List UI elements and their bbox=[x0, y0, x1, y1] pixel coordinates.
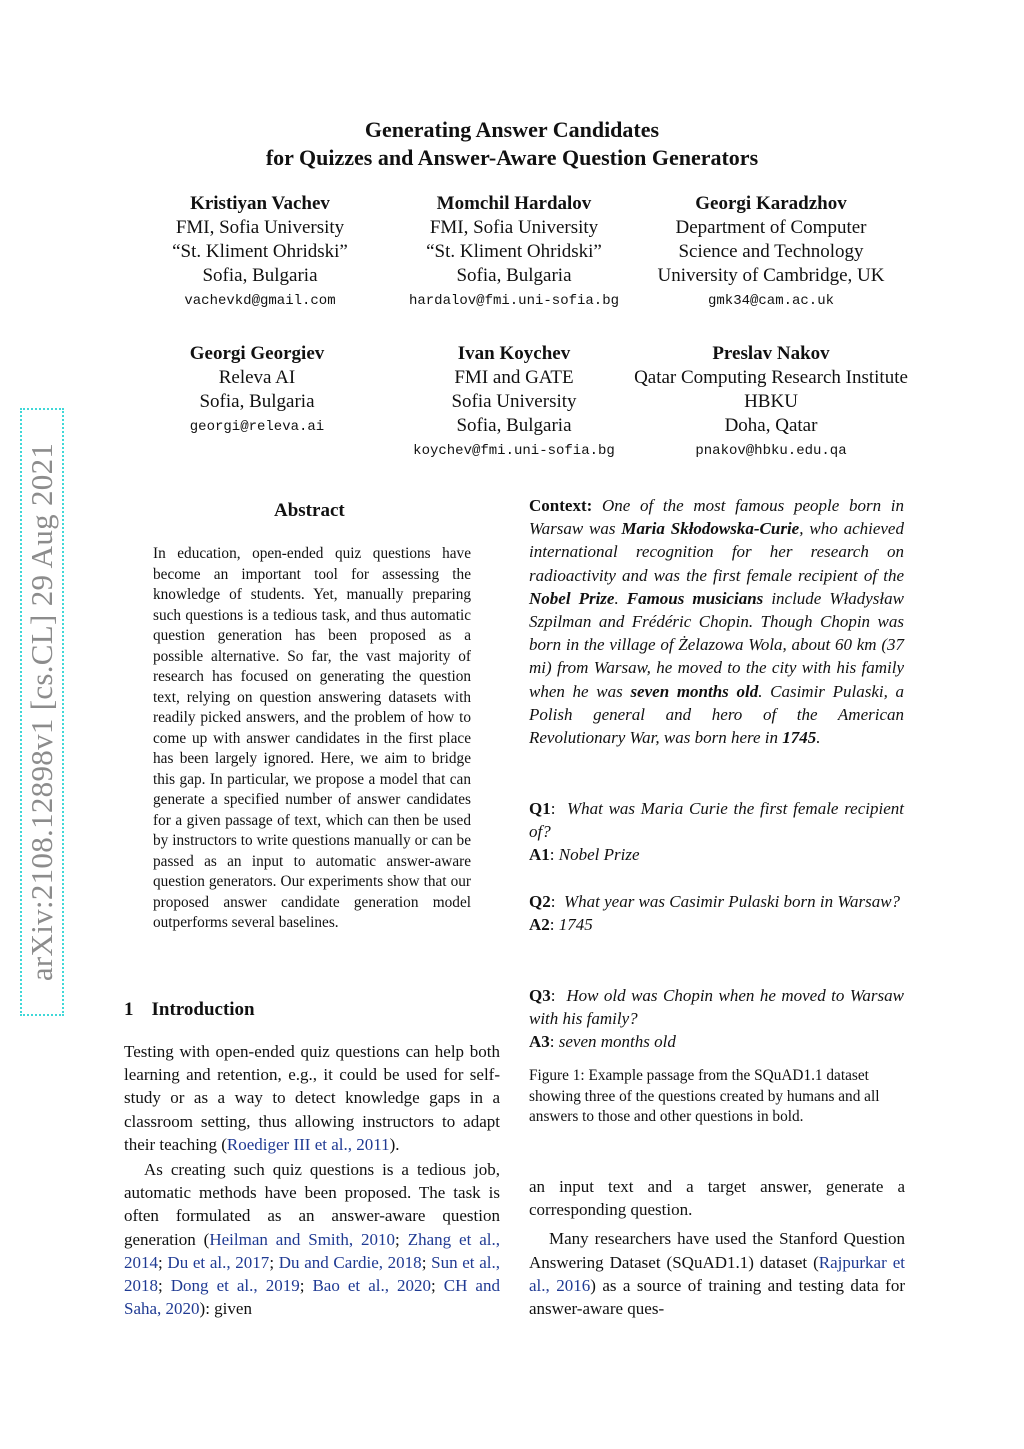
author-block bbox=[140, 342, 374, 440]
text-run: , who achieved international recognition for her research on radioactivity and was the first female recipient of the bbox=[529, 519, 904, 585]
author-affiliation: “St. Kliment Ohridski” bbox=[172, 241, 348, 262]
text-run: ). bbox=[389, 1134, 400, 1154]
text-run: As creating such quiz questions is a tedious job, automatic methods have been proposed. The task is often formulated as an answer-aware question generation ( bbox=[124, 1160, 500, 1249]
author-name: Georgi Georgiev bbox=[189, 343, 325, 364]
author-affiliation: Department of Computer bbox=[675, 217, 867, 238]
text-run: ): given bbox=[199, 1299, 252, 1319]
text-run: . bbox=[816, 728, 821, 748]
arxiv-stamp[interactable]: arXiv:2108.12898v1 [cs.CL] 29 Aug 2021 bbox=[24, 442, 59, 982]
question-label: Q1 bbox=[529, 799, 551, 818]
citation-link[interactable]: Du et al., 2017 bbox=[167, 1252, 270, 1272]
text-run: ) as a source of training and testing data for answer-aware ques- bbox=[529, 1275, 905, 1319]
paragraph bbox=[124, 1040, 500, 1156]
author-block bbox=[616, 342, 926, 464]
section-title: Introduction bbox=[151, 999, 255, 1020]
answer-highlight: seven months old bbox=[630, 681, 759, 701]
text-run: Many researchers have used the Stanford Question Answering Dataset (SQuAD1.1) dataset ( bbox=[529, 1229, 905, 1272]
text-run: Testing with open-ended quiz questions can help both learning and retention, e.g., it could be used for self-study or as a way to detect knowledge gaps in a classroom setting, thus allowing instructors to adapt their teaching ( bbox=[124, 1042, 500, 1154]
citation-link[interactable]: Rajpurkar et al., 2016 bbox=[529, 1252, 905, 1295]
citation-link[interactable]: Roediger III et al., 2011 bbox=[226, 1134, 390, 1154]
citation-link[interactable]: Dong et al., 2019 bbox=[170, 1276, 300, 1296]
author-email[interactable]: pnakov@hbku.edu.qa bbox=[695, 443, 847, 459]
author-affiliation: FMI, Sofia University bbox=[175, 217, 345, 238]
author-email[interactable]: koychev@fmi.uni-sofia.bg bbox=[413, 443, 615, 459]
section-heading-introduction bbox=[124, 999, 255, 1021]
question: Q1: What was Maria Curie the first female recipient of? bbox=[529, 799, 904, 842]
author-affiliation: Doha, Qatar bbox=[724, 415, 818, 436]
abstract-text: In education, open-ended quiz questions have become an important tool for assessing the knowledge of students. Yet, manually preparing such questions is a tedious task, and thus automatic question generation has been proposed as a possible alternative. So far, the vast majority of research has focused on generating the question text, relying on question answering datasets with readily picked answers, and the problem of how to come up with answer candidates in the first place has been largely ignored. Here, we aim to bridge this gap. In particular, we propose a model that can generate a specified number of answer candidates for a given passage of text, which can then be used by instructors to write questions manually or can be passed as an input to automatic answer-aware question generators. Our experiments show that our proposed answer candidate generation model outperforms several baselines. bbox=[153, 545, 471, 931]
author-block bbox=[140, 192, 380, 314]
paper-title bbox=[0, 116, 1024, 172]
section-number: 1 bbox=[124, 999, 134, 1020]
paragraph: an input text and a target answer, generate a corresponding question. bbox=[529, 1177, 905, 1220]
text-run: One of the most famous people born in Warsaw was bbox=[529, 496, 905, 539]
figure-context-passage bbox=[529, 494, 904, 749]
answer-label: A1 bbox=[529, 845, 550, 865]
abstract-heading: Abstract bbox=[274, 500, 345, 521]
author-name: Kristiyan Vachev bbox=[190, 193, 330, 214]
answer-text: Nobel Prize bbox=[558, 845, 640, 865]
title-line-1: Generating Answer Candidates bbox=[364, 117, 660, 142]
text-run: include Władysław Szpilman and Frédéric Chopin. Though Chopin was born in the village of Żelazowa Wola, about 60 km (37 mi) from Warsaw, he moved to the city with his family when he was bbox=[529, 588, 904, 701]
author-affiliation: Science and Technology bbox=[678, 241, 864, 262]
author-affiliation: HBKU bbox=[744, 391, 798, 412]
paragraph: As creating such quiz questions is a tedious job, automatic methods have been proposed. The task is often formulated as an answer-aware question generation (Heilman and Smith, 2010; Zhang et al., 2014; Du et al., 2017; Du and Cardie, 2018; Sun et al., 2018; Dong et al., 2019; Bao et al., 2020; CH and Saha, 2020): given bbox=[124, 1160, 500, 1319]
answer-highlight: 1745 bbox=[782, 728, 817, 748]
author-affiliation: Sofia, Bulgaria bbox=[456, 265, 572, 286]
text-run: . Casimir Pulaski, a Polish general and hero of the American Revolutionary War, was born here in bbox=[529, 681, 905, 748]
author-affiliation: Sofia, Bulgaria bbox=[199, 391, 315, 412]
author-affiliation: Qatar Computing Research Institute bbox=[634, 367, 908, 388]
citation-link[interactable]: Du and Cardie, 2018 bbox=[278, 1252, 422, 1272]
author-affiliation: FMI, Sofia University bbox=[429, 217, 599, 238]
title-line-2: for Quizzes and Answer-Aware Question Generators bbox=[265, 145, 759, 170]
author-name: Preslav Nakov bbox=[712, 343, 830, 364]
qa-pair bbox=[529, 890, 904, 936]
text-run: . bbox=[614, 588, 619, 608]
author-affiliation: University of Cambridge, UK bbox=[657, 265, 885, 286]
paragraph bbox=[529, 1227, 905, 1320]
introduction-body bbox=[124, 1040, 500, 1320]
qa-pair bbox=[529, 984, 904, 1054]
citation-link[interactable]: CH and Saha, 2020 bbox=[124, 1276, 500, 1319]
author-name: Momchil Hardalov bbox=[436, 193, 592, 214]
author-block bbox=[384, 192, 644, 314]
author-affiliation: Releva AI bbox=[218, 367, 296, 388]
answer: A1: Nobel Prize bbox=[529, 845, 640, 865]
citation-link[interactable]: Sun et al., 2018 bbox=[124, 1252, 500, 1296]
author-email[interactable]: vachevkd@gmail.com bbox=[184, 293, 336, 309]
answer-highlight: Maria Skłodowska-Curie bbox=[621, 519, 800, 539]
answer-highlight: Nobel Prize bbox=[529, 588, 615, 608]
question: Q3: How old was Chopin when he moved to Warsaw with his family? bbox=[529, 986, 904, 1029]
question-label: Q3 bbox=[529, 986, 551, 1005]
answer: A3: seven months old bbox=[529, 1032, 676, 1052]
author-email[interactable]: hardalov@fmi.uni-sofia.bg bbox=[408, 293, 620, 309]
question-text: What was Maria Curie the first female recipient of? bbox=[529, 799, 904, 842]
author-block bbox=[394, 342, 634, 464]
author-name: Georgi Karadzhov bbox=[695, 193, 847, 214]
context-label: Context: bbox=[529, 496, 593, 515]
question-text: What year was Casimir Pulaski born in Warsaw? bbox=[563, 892, 901, 911]
right-column-body bbox=[529, 1175, 905, 1320]
answer-highlight: Famous musicians bbox=[626, 588, 764, 608]
author-affiliation: FMI and GATE bbox=[454, 367, 574, 388]
citation-link[interactable]: Heilman and Smith, 2010 bbox=[209, 1229, 396, 1249]
answer-text: 1745 bbox=[558, 915, 593, 935]
answer-label: A2 bbox=[529, 915, 550, 935]
answer-label: A3 bbox=[529, 1032, 550, 1052]
author-email[interactable]: gmk34@cam.ac.uk bbox=[707, 293, 835, 309]
author-email[interactable]: georgi@releva.ai bbox=[189, 419, 325, 435]
question-label: Q2 bbox=[529, 892, 551, 911]
citation-link[interactable]: Zhang et al., 2014 bbox=[124, 1229, 500, 1272]
author-affiliation: Sofia, Bulgaria bbox=[456, 415, 572, 436]
qa-pair bbox=[529, 797, 904, 867]
citation-link[interactable]: Bao et al., 2020 bbox=[312, 1276, 432, 1296]
question-text: How old was Chopin when he moved to Warsaw with his family? bbox=[529, 986, 904, 1029]
author-block bbox=[636, 192, 906, 314]
author-affiliation: Sofia University bbox=[451, 391, 577, 412]
question: Q2: What year was Casimir Pulaski born in Warsaw? bbox=[529, 892, 901, 911]
author-affiliation: “St. Kliment Ohridski” bbox=[426, 241, 602, 262]
answer: A2: 1745 bbox=[529, 915, 593, 935]
answer-text: seven months old bbox=[558, 1032, 676, 1052]
figure-caption: Figure 1: Example passage from the SQuAD1.1 dataset showing three of the questions created by humans and all answers to those and other questions in bold. bbox=[529, 1067, 880, 1125]
author-name: Ivan Koychev bbox=[457, 343, 571, 364]
author-affiliation: Sofia, Bulgaria bbox=[202, 265, 318, 286]
